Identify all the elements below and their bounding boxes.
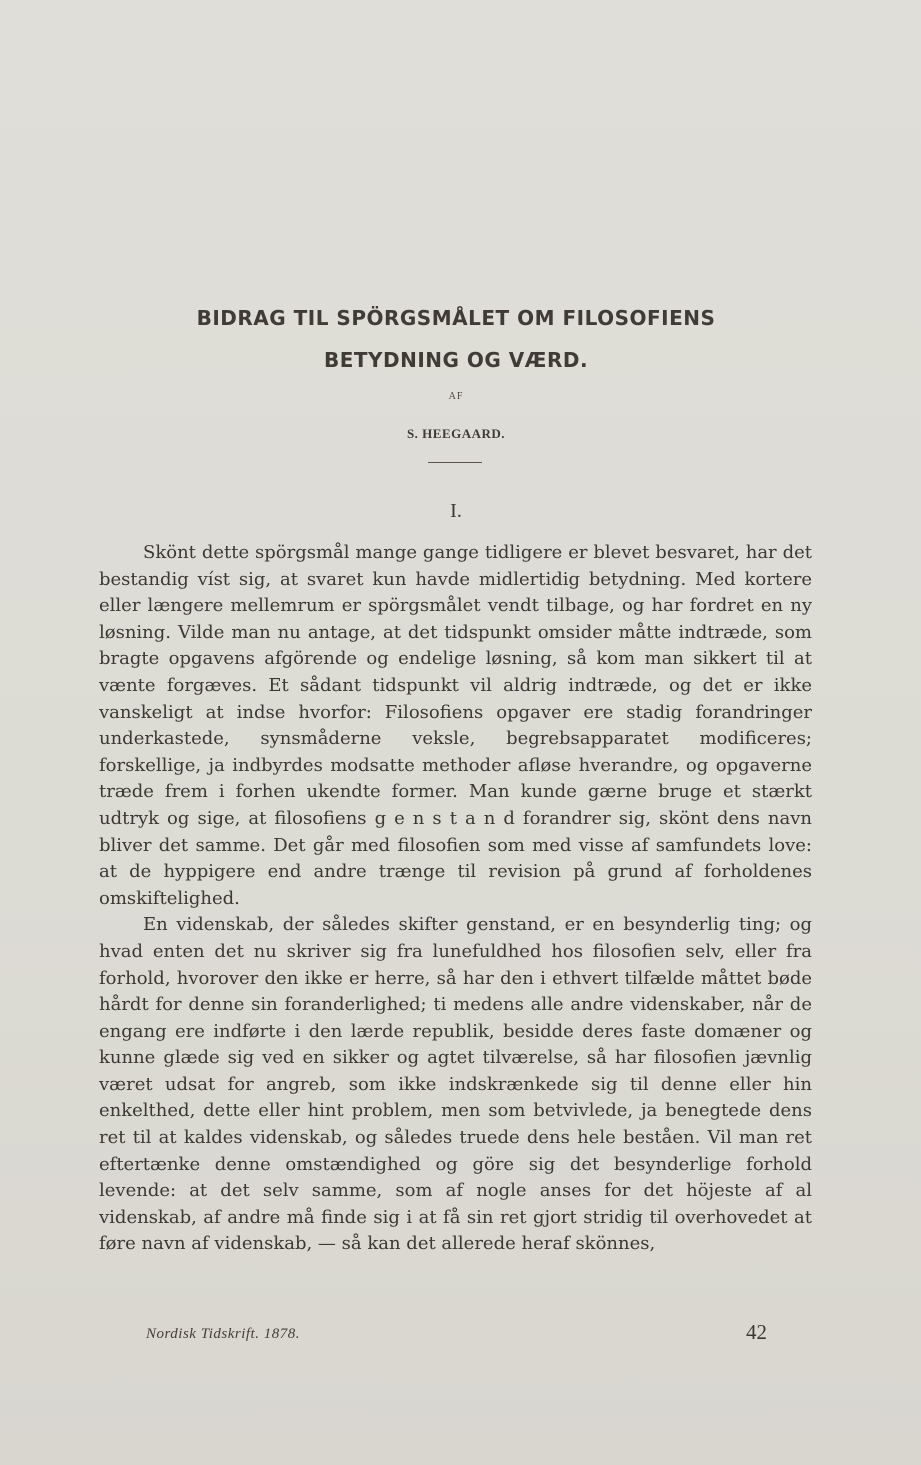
author-name: S. HEEGAARD. (406, 426, 506, 441)
paragraph: En videnskab, der således skifter genstand, er en besynderlig ting; og hvad enten det nu skriver sig fra lunefuldhed hos filosofien selv, eller fra forhold, hvorover den ikke er herre, så har den i ethvert tilfælde måttet bøde hårdt for denne sin foranderlighed; ti medens alle andre videnskaber, når de engang ere indførte i den lærde republik, besidde deres faste domæner og kunne glæde sig ved en sikker og agtet tilværelse, så har filosofien jævnlig været udsat for angreb, som ikke indskrænkede sig til denne eller hin enkelthed, dette eller hint problem, men som betvivlede, ja benegtede dens ret til at kaldes videnskab, og således truede dens hele beståen. Vil man ret eftertænke denne omstændighed og göre sig det besynderlige forhold levende: at det selv samme, som af nogle anses for det höjeste af al videnskab, af andre må finde sig i at få sin ret gjort stridig til overhovedet at føre navn af videnskab, — så kan det allerede heraf skönnes, (99, 914, 812, 1255)
paragraph: Skönt dette spörgsmål mange gange tidligere er blevet besvaret, har det bestandig víst sig, at svaret kun havde midlertidig betydning. Med kortere eller længere mellemrum er spörgsmålet vendt tilbage, og har fordret en ny løsning. Vilde man nu antage, at det tidspunkt omsider måtte indtræde, som bragte opgavens afgörende og endelige løsning, så kom man sikkert til at vænte forgæves. Et sådant tidspunkt vil aldrig indtræde, og det er ikke vanskeligt at indse hvorfor: Filosofiens opgaver ere stadig forandringer underkastede, synsmåderne veksle, begrebsapparatet modificeres; forskellige, ja indbyrdes modsatte methoder afløse hverandre, og opgaverne træde frem i forhen ukendte former. Man kunde gærne bruge et stærkt udtryk og sige, at filosofiens g e n s t a n d forandrer sig, skönt dens navn bliver det samme. Det går med filosofien som med visse af samfundets love: at de hyppigere end andre trænge til revision på grund af forholdenes omskiftelighed. (99, 542, 812, 909)
title-divider (428, 462, 482, 463)
journal-footer: Nordisk Tidskrift. 1878. (146, 1326, 300, 1342)
article-title-line-2: BETYDNING OG VÆRD. (323, 348, 589, 372)
article-title-line-1: BIDRAG TIL SPÖRGSMÅLET OM FILOSOFIENS (196, 306, 716, 330)
section-number: I. (450, 500, 462, 522)
byline-prefix: AF (448, 391, 464, 402)
page-number: 42 (746, 1320, 767, 1344)
body-text (99, 540, 812, 1258)
